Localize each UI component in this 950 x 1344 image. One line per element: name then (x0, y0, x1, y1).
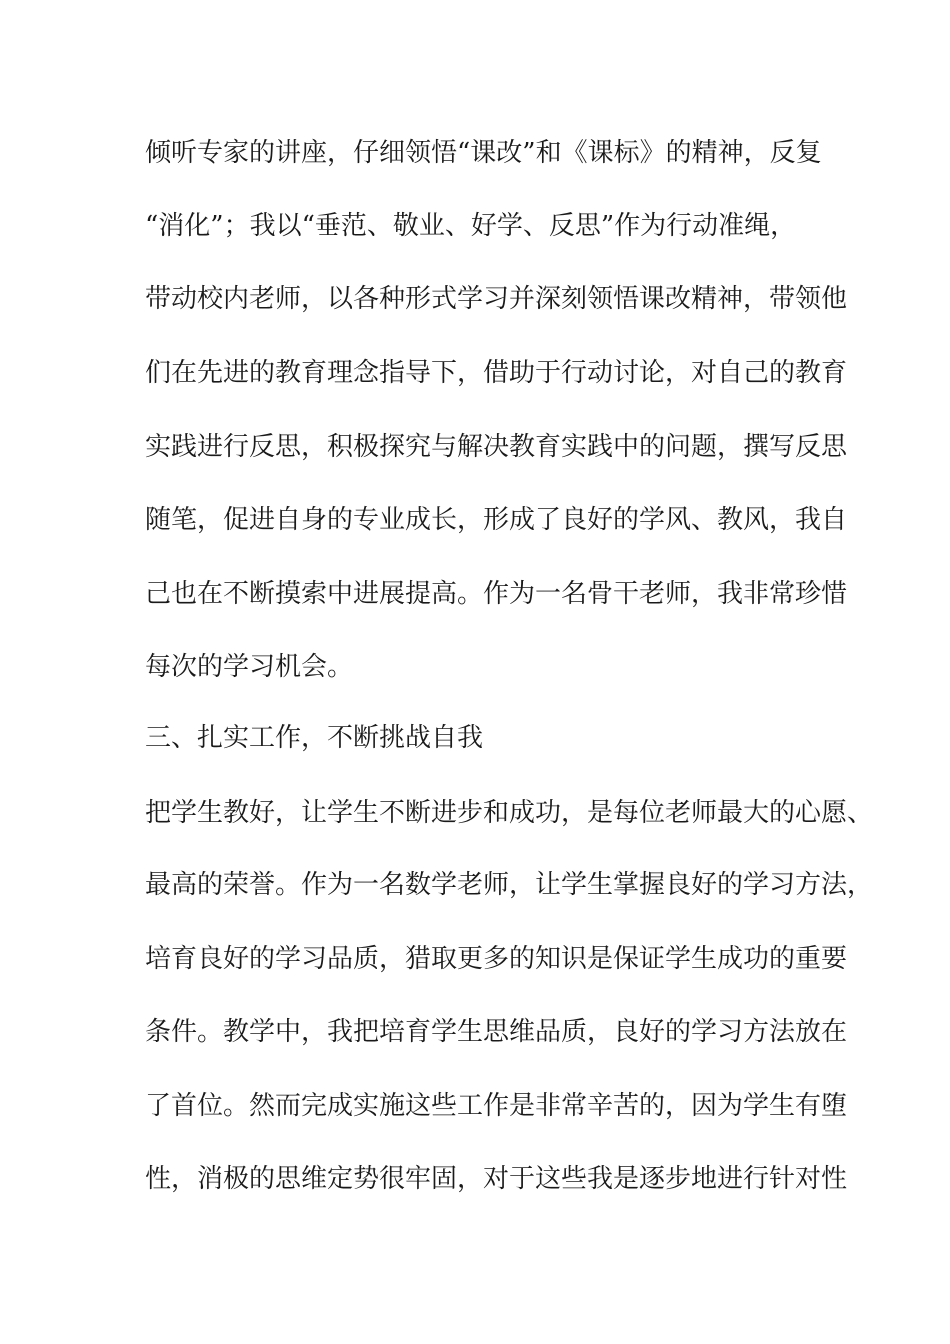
paragraph-line: 把学生教好，让学生不断进步和成功，是每位老师最大的心愿、 (145, 798, 874, 828)
paragraph-line: 己也在不断摸索中进展提高。作为一名骨干老师，我非常珍惜 (145, 579, 848, 609)
paragraph-line: 最高的荣誉。作为一名数学老师，让学生掌握良好的学习方法， (145, 870, 874, 900)
section-heading: 三、扎实工作，不断挑战自我 (145, 723, 484, 753)
paragraph-line: 们在先进的教育理念指导下，借助于行动讨论，对自己的教育 (145, 358, 848, 388)
paragraph-line: 带动校内老师，以各种形式学习并深刻领悟课改精神，带领他 (145, 284, 848, 314)
paragraph-line: 了首位。然而完成实施这些工作是非常辛苦的，因为学生有堕 (145, 1091, 848, 1121)
paragraph-line: 倾听专家的讲座，仔细领悟“课改”和《课标》的精神，反复 (145, 138, 822, 168)
paragraph-line: 条件。教学中，我把培育学生思维品质，良好的学习方法放在 (145, 1017, 848, 1047)
paragraph-line: 实践进行反思，积极探究与解决教育实践中的问题，撰写反思 (145, 432, 848, 462)
paragraph-line: “消化”；我以“垂范、敬业、好学、反思”作为行动准绳， (145, 211, 797, 241)
paragraph-line: 每次的学习机会。 (145, 652, 354, 682)
paragraph-line: 培育良好的学习品质，猎取更多的知识是保证学生成功的重要 (145, 944, 848, 974)
paragraph-line: 随笔，促进自身的专业成长，形成了良好的学风、教风，我自 (145, 505, 848, 535)
paragraph-line: 性，消极的思维定势很牢固，对于这些我是逐步地进行针对性 (145, 1164, 848, 1194)
